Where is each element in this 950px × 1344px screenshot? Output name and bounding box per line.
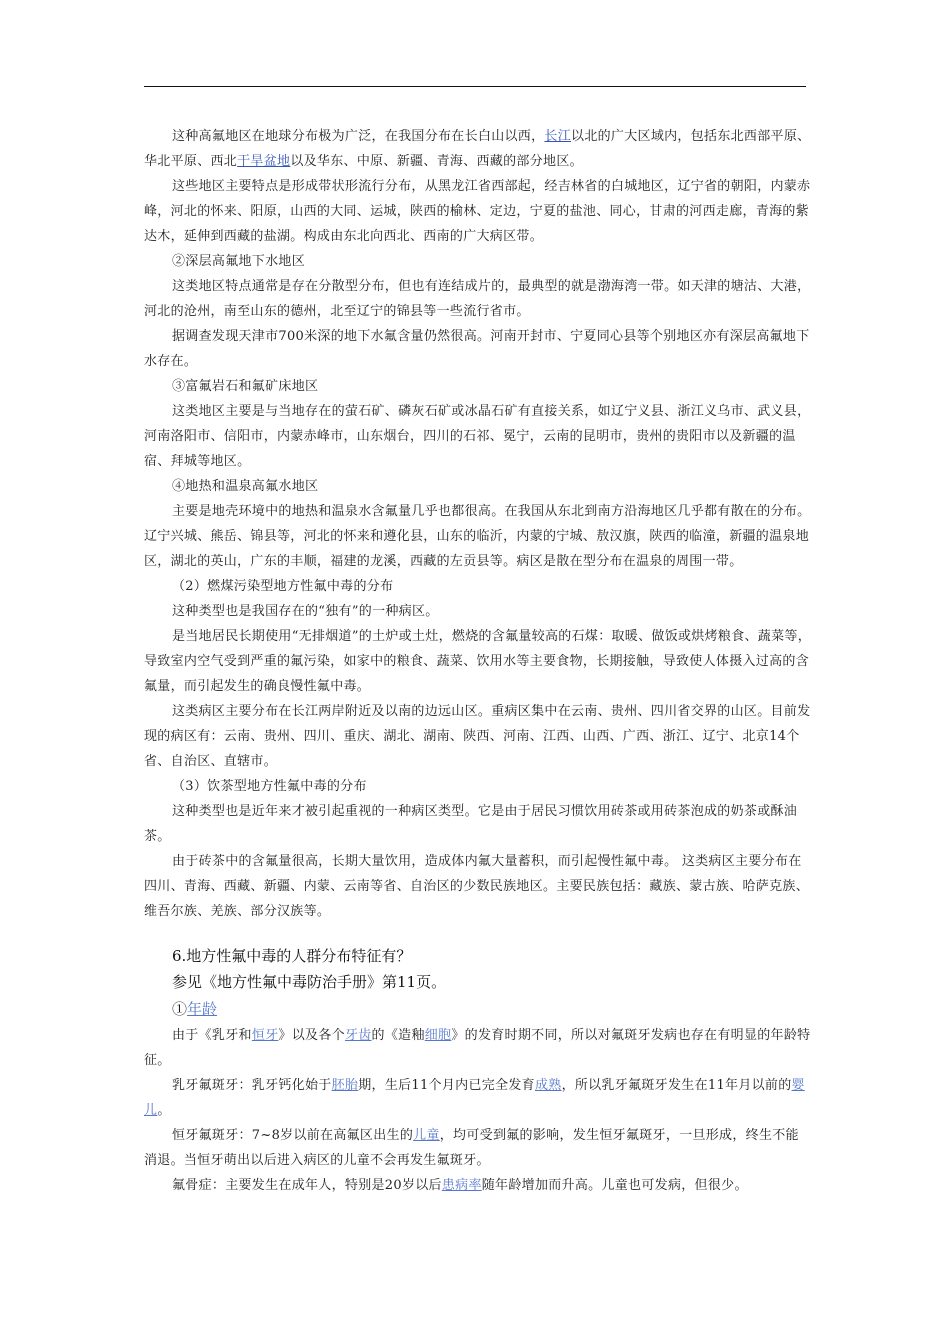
paragraph	[144, 1173, 812, 1198]
question-heading: 6.地方性氟中毒的人群分布特征有？	[172, 947, 412, 965]
paragraph: 这些地区主要特点是形成带状形流行分布，从黑龙江省西部起，经吉林省的白城地区，辽宁省的朝阳，内蒙赤峰，河北的怀来、阳原，山西的大同、运城，陕西的榆林、定边，宁夏的盐池、同心，甘肃的河西走廊，青海的紫达木，延伸到西藏的盐湖。构成由东北向西北、西南的广大病区带。	[144, 179, 811, 244]
text: 以北的广大区域内，包括东北西部平原、华北平原、西北	[144, 129, 811, 169]
paragraph: 主要是地壳环境中的地热和温泉水含氟量几乎也都很高。在我国从东北到南方沿海地区几乎都有散在的分布。辽宁兴城、熊岳、锦县等，河北的怀来和遵化县，山东的临沂，内蒙的宁城、敖汉旗，陕西的临潼，新疆的温泉地区，湖北的英山，广东的丰顺，福建的龙溪，西藏的左贡县等。病区是散在型分布在温泉的周围一带。	[144, 504, 811, 569]
header-rule	[144, 86, 806, 87]
paragraph: 这种类型也是近年来才被引起重视的一种病区类型。它是由于居民习惯饮用砖茶或用砖茶泡成的奶茶或酥油茶。	[144, 804, 798, 844]
link-ganhan-pendi[interactable]: 干旱盆地	[237, 154, 291, 169]
link-changjiang[interactable]: 长江	[544, 129, 572, 144]
link-chengshu[interactable]: 成熟	[534, 1078, 562, 1093]
text: 由于《乳牙和	[172, 1028, 252, 1043]
link-xibao[interactable]: 细胞	[424, 1028, 452, 1043]
section-heading: （2）燃煤污染型地方性氟中毒的分布	[172, 579, 394, 594]
paragraph: 据调查发现天津市700米深的地下水氟含量仍然很高。河南开封市、宁夏同心县等个别地区亦有深层高氟地下水存在。	[144, 329, 810, 369]
reference-line: 参见《地方性氟中毒防治手册》第11页。	[172, 973, 447, 991]
paragraph: 由于砖茶中的含氟量很高，长期大量饮用，造成体内氟大量蓄积，而引起慢性氟中毒。 这类病区主要分布在四川、青海、西藏、新疆、内蒙、云南等省、自治区的少数民族地区。主要民族包括：藏族、蒙古族、哈萨克族、维吾尔族、羌族、部分汉族等。	[144, 854, 810, 919]
section-heading: ④地热和温泉高氟水地区	[172, 479, 319, 494]
link-yachi[interactable]: 牙齿	[344, 1028, 372, 1043]
text: ①	[172, 1000, 188, 1018]
text: 这种高氟地区在地球分布极为广泛，在我国分布在长白山以西，	[172, 129, 545, 144]
text: 恒牙氟斑牙：7~8岁以前在高氟区出生的	[172, 1128, 414, 1143]
paragraph: 这种类型也是我国存在的“独有”的一种病区。	[172, 604, 439, 619]
section-heading: （3）饮茶型地方性氟中毒的分布	[172, 779, 367, 794]
text: 随年龄增加而升高。儿童也可发病，但很少。	[481, 1178, 748, 1193]
text: 以及华东、中原、新疆、青海、西藏的部分地区。	[290, 154, 583, 169]
text: 的《造釉	[371, 1028, 425, 1043]
link-peitai[interactable]: 胚胎	[331, 1078, 359, 1093]
paragraph: 这类地区主要是与当地存在的萤石矿、磷灰石矿或冰晶石矿有直接关系，如辽宁义县、浙江义乌市、武义县，河南洛阳市、信阳市，内蒙赤峰市，山东烟台，四川的石祁、冕宁，云南的昆明市，贵州的贵阳市以及新疆的温宿、拜城等地区。	[144, 404, 811, 469]
text: 期，生后11个月内已完全发育	[358, 1078, 535, 1093]
section-heading: ②深层高氟地下水地区	[172, 254, 306, 269]
paragraph	[144, 1073, 812, 1123]
link-yinger[interactable]: 婴儿	[144, 1078, 805, 1118]
text: ，均可受到氟的影响，发生恒牙氟斑牙，一旦形成，终生不能消退。当恒牙萌出以后进入病区的儿童不会再发生氟斑牙。	[144, 1128, 799, 1168]
text: 氟骨症：主要发生在成年人，特别是20岁以后	[172, 1178, 442, 1193]
text: 》的发育时期不同，所以对氟斑牙发病也存在有明显的年龄特征。	[144, 1028, 811, 1068]
text: 乳牙氟斑牙：乳牙钙化始于	[172, 1078, 332, 1093]
link-hengya[interactable]: 恒牙	[251, 1028, 279, 1043]
paragraph: 这类病区主要分布在长江两岸附近及以南的边远山区。重病区集中在云南、贵州、四川省交界的山区。目前发现的病区有：云南、贵州、四川、重庆、湖北、湖南、陕西、河南、江西、山西、广西、浙江、辽宁、北京14个省、自治区、直辖市。	[144, 704, 811, 769]
text: 。	[157, 1103, 171, 1118]
paragraph	[144, 1023, 812, 1073]
link-huanbinglv[interactable]: 患病率	[441, 1178, 482, 1193]
age-heading	[144, 996, 812, 1023]
text: ，所以乳牙氟斑牙发生在11年月以前的	[561, 1078, 792, 1093]
paragraph	[144, 124, 812, 174]
paragraph	[144, 1123, 812, 1173]
section-heading: ③富氟岩石和氟矿床地区	[172, 379, 319, 394]
text: 》以及各个	[278, 1028, 345, 1043]
paragraph: 是当地居民长期使用“无排烟道”的土炉或土灶，燃烧的含氟量较高的石煤：取暖、做饭或烘烤粮食、蔬菜等，导致室内空气受到严重的氟污染，如家中的粮食、蔬菜、饮用水等主要食物，长期接触，导致使人体摄入过高的含氟量，而引起发生的确良慢性氟中毒。	[144, 629, 811, 694]
link-ertong[interactable]: 儿童	[413, 1128, 440, 1143]
paragraph: 这类地区特点通常是存在分散型分布，但也有连结成片的，最典型的就是渤海湾一带。如天津的塘沽、大港，河北的沧州，南至山东的德州，北至辽宁的锦县等一些流行省市。	[144, 279, 811, 319]
link-nianling[interactable]: 年龄	[187, 1000, 218, 1018]
document-body	[144, 124, 812, 1198]
